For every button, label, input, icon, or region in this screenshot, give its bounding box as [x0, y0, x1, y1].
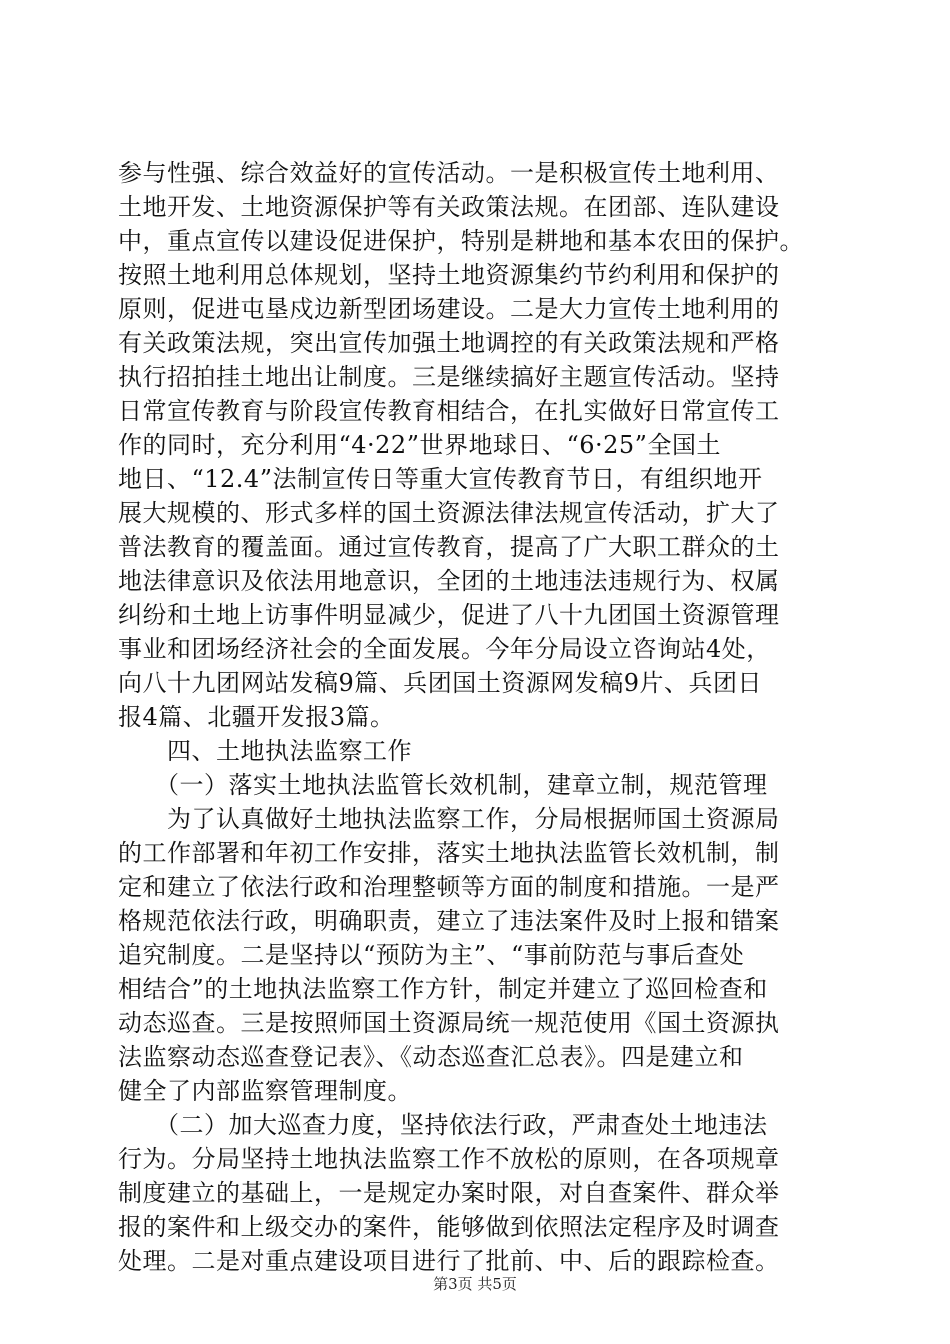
text-line: 行为。分局坚持土地执法监察工作不放松的原则，在各项规章	[118, 1145, 780, 1173]
text-line: 制度建立的基础上，一是规定办案时限，对自查案件、群众举	[118, 1179, 780, 1207]
text-line: 法监察动态巡查登记表》、《动态巡查汇总表》。四是建立和	[118, 1043, 744, 1071]
text-line: 地日、“12.4”法制宣传日等重大宣传教育节日，有组织地开	[118, 465, 763, 493]
text-line: 健全了内部监察管理制度。	[118, 1077, 412, 1105]
text-line: 参与性强、综合效益好的宣传活动。一是积极宣传土地利用、	[118, 159, 780, 187]
text-line: 向八十九团网站发稿9篇、兵团国土资源网发稿9片、兵团日	[118, 669, 763, 697]
text-line: 执行招拍挂土地出让制度。三是继续搞好主题宣传活动。坚持	[118, 363, 780, 391]
text-line: 报的案件和上级交办的案件，能够做到依照法定程序及时调查	[118, 1213, 780, 1241]
text-line: 按照土地利用总体规划，坚持土地资源集约节约利用和保护的	[118, 261, 780, 289]
text-line: 作的同时，充分利用“4·22”世界地球日、“6·25”全国土	[118, 431, 721, 459]
text-line: 展大规模的、形式多样的国土资源法律法规宣传活动，扩大了	[118, 499, 780, 527]
text-line: （二）加大巡查力度，坚持依法行政，严肃查处土地违法	[118, 1111, 768, 1139]
page-footer: 第3页 共5页	[433, 1275, 517, 1293]
text-line: 定和建立了依法行政和治理整顿等方面的制度和措施。一是严	[118, 873, 780, 901]
text-line: 四、土地执法监察工作	[118, 737, 412, 765]
text-line: 事业和团场经济社会的全面发展。今年分局设立咨询站4处，	[118, 635, 771, 663]
text-line: 动态巡查。三是按照师国土资源局统一规范使用《国土资源执	[118, 1009, 780, 1037]
text-line: （一）落实土地执法监管长效机制，建章立制，规范管理	[118, 771, 768, 799]
text-line: 有关政策法规，突出宣传加强土地调控的有关政策法规和严格	[118, 329, 780, 357]
text-line: 土地开发、土地资源保护等有关政策法规。在团部、连队建设	[118, 193, 780, 221]
text-line: 的工作部署和年初工作安排，落实土地执法监管长效机制，制	[118, 839, 780, 867]
text-line: 地法律意识及依法用地意识，全团的土地违法违规行为、权属	[118, 567, 780, 595]
text-line: 相结合”的土地执法监察工作方针，制定并建立了巡回检查和	[118, 975, 768, 1003]
text-line: 原则，促进屯垦戍边新型团场建设。二是大力宣传土地利用的	[118, 295, 780, 323]
text-line: 追究制度。二是坚持以“预防为主”、“事前防范与事后查处	[118, 941, 745, 969]
body-text	[118, 156, 838, 1278]
text-line: 普法教育的覆盖面。通过宣传教育，提高了广大职工群众的土	[118, 533, 780, 561]
text-line: 处理。二是对重点建设项目进行了批前、中、后的跟踪检查。	[118, 1247, 780, 1275]
text-line: 日常宣传教育与阶段宣传教育相结合，在扎实做好日常宣传工	[118, 397, 780, 425]
text-line: 中，重点宣传以建设促进保护，特别是耕地和基本农田的保护。	[118, 227, 804, 255]
text-line: 报4篇、北疆开发报3篇。	[118, 703, 395, 731]
text-line: 纠纷和土地上访事件明显减少，促进了八十九团国土资源管理	[118, 601, 780, 629]
text-line: 格规范依法行政，明确职责，建立了违法案件及时上报和错案	[118, 907, 780, 935]
text-line: 为了认真做好土地执法监察工作，分局根据师国土资源局	[118, 805, 780, 833]
